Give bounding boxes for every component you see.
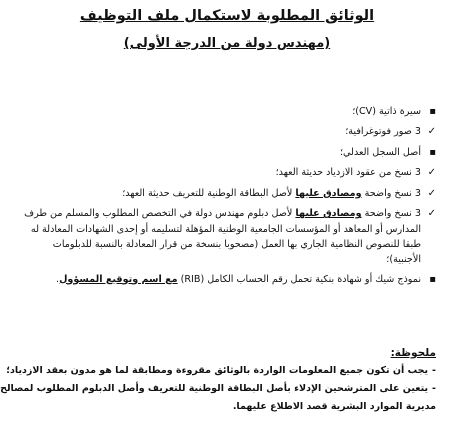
dash-bullet-icon: - bbox=[432, 365, 436, 376]
document-title: الوثائق المطلوبة لاستكمال ملف التوظيف bbox=[79, 8, 375, 24]
list-item-text-start: نموذج شيك أو شهادة بنكية تحمل رقم الحساب الكامل (RIB) bbox=[177, 273, 421, 285]
list-item bbox=[16, 124, 436, 139]
list-item-text-start: 3 نسخ واضحة bbox=[361, 187, 421, 199]
list-item-text-end: . bbox=[56, 273, 60, 285]
requirements-list bbox=[16, 104, 436, 292]
list-item bbox=[16, 104, 436, 119]
list-item-text: سيرة ذاتية (CV)؛ bbox=[352, 106, 421, 117]
checkmark-bullet-icon: ✓ bbox=[427, 167, 436, 179]
list-item-text: 3 نسخ من عقود الازدياد حديثة العهد؛ bbox=[275, 167, 421, 179]
note-line bbox=[6, 362, 436, 380]
list-item bbox=[16, 186, 436, 201]
notes-section bbox=[0, 362, 436, 416]
list-item-emphasis: مع اسم وتوقيع المسؤول bbox=[59, 273, 178, 285]
checkmark-bullet-icon: ✓ bbox=[427, 187, 436, 199]
list-item-text: 3 صور فوتوغرافية؛ bbox=[345, 126, 421, 138]
square-bullet-icon: ▪ bbox=[429, 273, 436, 285]
note-text: يتعين على المترشحين الإدلاء بأصل البطاقة الوطنية للتعريف وأصل الدبلوم المطلوب لمصالح bbox=[0, 383, 429, 394]
note-line bbox=[0, 380, 436, 398]
list-item-emphasis: ومصادق عليها bbox=[295, 187, 362, 199]
document-subtitle: (مهندس دولة من الدرجة الأولى) bbox=[123, 36, 331, 51]
list-item bbox=[16, 165, 436, 180]
square-bullet-icon: ▪ bbox=[429, 106, 436, 117]
square-bullet-icon: ▪ bbox=[429, 146, 436, 158]
list-item bbox=[16, 206, 436, 267]
note-text: يجب أن تكون جميع المعلومات الواردة بالوثائق مقروءة ومطابقة لما هو مدون بعقد الازدياد؛ bbox=[6, 365, 429, 376]
list-item-text: أصل السجل العدلي؛ bbox=[339, 146, 421, 158]
note-line bbox=[11, 398, 436, 416]
dash-bullet-icon: - bbox=[432, 383, 436, 394]
list-item-text-end: لأصل البطاقة الوطنية للتعريف حديثة العهد؛ bbox=[122, 187, 296, 199]
checkmark-bullet-icon: ✓ bbox=[427, 126, 436, 138]
checkmark-bullet-icon: ✓ bbox=[427, 208, 436, 220]
list-item-text-end: لأصل دبلوم مهندس دولة في التخصص المطلوب والمسلم من طرف المدارس أو المعاهد أو المؤسسات الجامعية الوطنية المؤهلة لتسليمه أو إحدى الشهادات المعادلة له طبقا للنصوص النظامية الجاري بها العمل (مصحوبا بنسخة من قرار المعادلة بالنسبة للدبلومات الأجنبية)؛ bbox=[24, 208, 421, 266]
notes-heading: ملحوظة: bbox=[390, 347, 436, 359]
list-item bbox=[16, 145, 436, 160]
note-text: مديرية الموارد البشرية قصد الاطلاع عليهما. bbox=[232, 401, 436, 412]
list-item-emphasis: ومصادق عليها bbox=[295, 208, 362, 220]
list-item bbox=[16, 272, 436, 287]
list-item-text-start: 3 نسخ واضحة bbox=[361, 208, 421, 220]
